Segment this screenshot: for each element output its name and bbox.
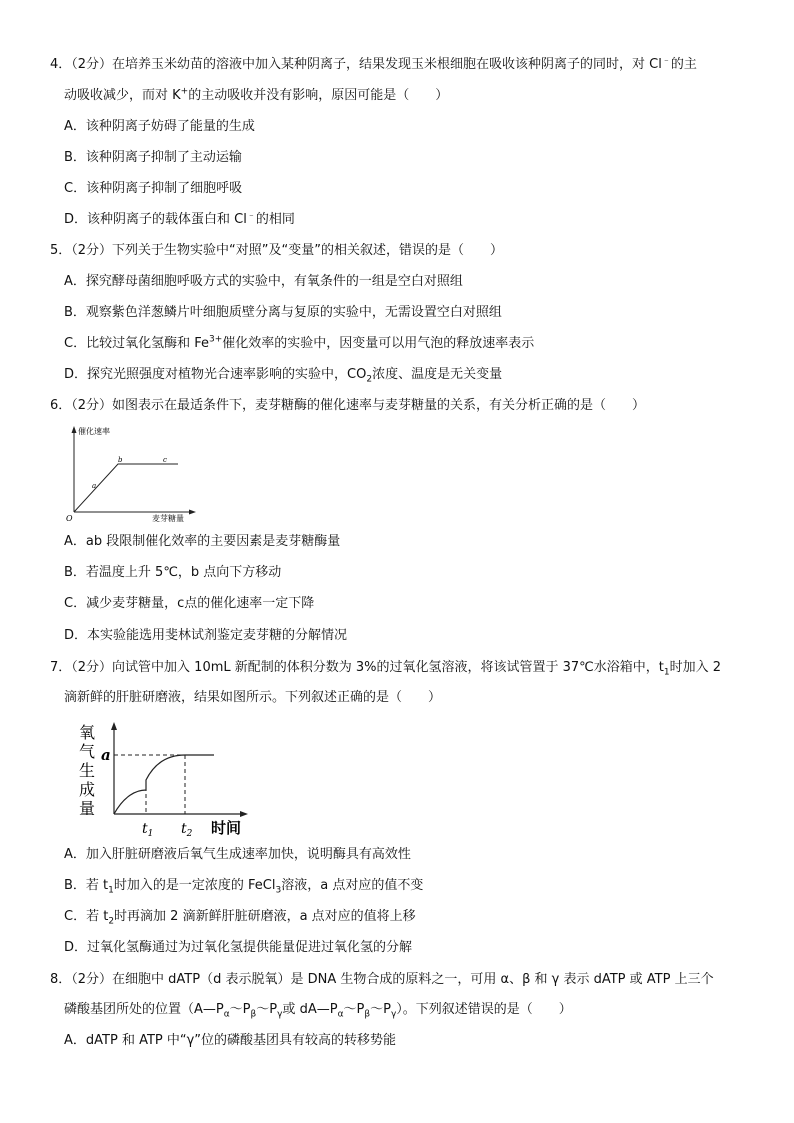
q7-t2: t (181, 821, 187, 837)
q6-xlabel: 麦芽糖量 (152, 514, 184, 523)
q7-text-end: 时加入 2 (669, 660, 722, 675)
q5-option-d (64, 365, 502, 385)
q8-l2-s1: α (223, 1009, 230, 1020)
q4-option-d-a: D．该种阴离子的载体蛋白和 Cl (64, 212, 247, 227)
q7-t2-label (181, 821, 193, 838)
q7-option-c-a: C．若 t (64, 909, 109, 924)
q7-t1-sub: 1 (147, 829, 154, 838)
q5-stem: 5．（2分）下列关于生物实验中“对照”及“变量”的相关叙述，错误的是（ ） (50, 243, 503, 258)
q8-l2-c: ～P (256, 1002, 278, 1017)
q7-text: 7．（2分）向试管中加入 10mL 新配制的体积分数为 3%的过氧化氢溶液，将该试管置于 37℃水浴箱中，t (50, 660, 664, 675)
q8-l2-f: ～P (370, 1002, 391, 1017)
q7-figure (76, 720, 256, 838)
q5-option-c-b: 催化效率的实验中，因变量可以用气泡的释放速率表示 (222, 336, 535, 351)
q7-a-label: a (101, 746, 111, 764)
q4-line2-a: 动吸收减少，而对 K (64, 88, 181, 103)
q8-l2-s2: β (250, 1009, 257, 1020)
q7-x-arrow (240, 811, 248, 817)
q7-ylabel-char-2: 气 (79, 742, 96, 761)
q6-x-arrow (189, 510, 196, 515)
q8-l2-s4: α (337, 1009, 344, 1020)
q6-option-d: D．本实验能选用斐林试剂鉴定麦芽糖的分解情况 (64, 628, 348, 643)
q4-option-c: C．该种阴离子抑制了细胞呼吸 (64, 181, 243, 196)
q7-curve (114, 755, 214, 814)
q4-option-a: A．该种阴离子妨碍了能量的生成 (64, 119, 255, 134)
q7-ylabel-char-3: 生 (79, 761, 96, 780)
q7-ylabel-char-5: 量 (79, 799, 96, 818)
q7-option-b-c: 溶液，a 点对应的值不变 (281, 878, 424, 893)
q5-option-c-a: C．比较过氧化氢酶和 Fe (64, 336, 209, 351)
q7-option-b-b: 时加入的是一定浓度的 FeCl (113, 878, 276, 893)
q4-option-d-sup: ﹣ (246, 210, 256, 221)
q4-line2-b: 的主动吸收并没有影响，原因可能是（ ） (188, 88, 449, 103)
q4-option-d-b: 的相同 (255, 212, 295, 227)
q4-option-b: B．该种阴离子抑制了主动运输 (64, 150, 242, 165)
q5-option-d-sub: 2 (366, 374, 373, 385)
q8-stem-line1: 8．（2分）在细胞中 dATP（d 表示脱氧）是 DNA 生物合成的原料之一，可用 α、β 和 γ 表示 dATP 或 ATP 上三个 (50, 972, 714, 987)
q8-l2-a: 磷酸基团所处的位置（A—P (64, 1002, 224, 1017)
q6-point-b-label: b (118, 456, 123, 464)
q4-text: 4．（2分）在培养玉米幼苗的溶液中加入某种阴离子，结果发现玉米根细胞在吸收该种阴离子的同时，对 Cl (50, 57, 662, 72)
q7-option-b (64, 876, 423, 896)
q7-stem-line2: 滴新鲜的肝脏研磨液，结果如图所示。下列叙述正确的是（ ） (64, 690, 442, 705)
q5-option-d-b: 浓度、温度是无关变量 (372, 367, 503, 382)
q6-option-c: C．减少麦芽糖量，c点的催化速率一定下降 (64, 596, 315, 611)
q7-t2-sub: 2 (186, 829, 193, 838)
q7-ylabel-char-4: 成 (79, 780, 96, 799)
q6-point-c-label: c (163, 456, 167, 464)
q7-option-b-sub2: 3 (275, 885, 282, 896)
q4-text-end: 的主 (670, 57, 697, 72)
q6-ylabel: 催化速率 (78, 427, 110, 436)
q6-stem: 6．（2分）如图表示在最适条件下，麦芽糖酶的催化速率与麦芽糖量的关系，有关分析正确的是（ ） (50, 398, 646, 413)
q7-ylabel (79, 723, 95, 818)
q7-option-c (64, 907, 416, 927)
q8-l2-s6: γ (390, 1009, 397, 1020)
q7-option-d: D．过氧化氢酶通过为过氧化氢提供能量促进过氧化氢的分解 (64, 940, 413, 955)
q7-sub: 1 (663, 667, 670, 678)
q7-t1-label (142, 821, 153, 838)
q7-option-b-sub1: 1 (108, 885, 114, 896)
q7-option-c-b: 时再滴加 2 滴新鲜肝脏研磨液，a 点对应的值将上移 (114, 909, 416, 924)
q7-t1: t (142, 821, 148, 837)
q6-point-a-label: a (92, 482, 97, 490)
q7-option-a: A．加入肝脏研磨液后氧气生成速率加快，说明酶具有高效性 (64, 847, 411, 862)
q4-option-d (64, 210, 295, 230)
q8-stem-line2 (64, 1000, 572, 1020)
q5-option-d-a: D．探究光照强度对植物光合速率影响的实验中，CO (64, 367, 367, 382)
q5-option-c (64, 334, 534, 354)
q7-option-b-a: B．若 t (64, 878, 109, 893)
q5-option-a: A．探究酵母菌细胞呼吸方式的实验中，有氧条件的一组是空白对照组 (64, 274, 463, 289)
q4-line2-sup: + (180, 86, 189, 97)
q7-stem-line1 (50, 658, 721, 678)
q7-ylabel-char-1: 氧 (79, 723, 96, 742)
q6-option-a: A．ab 段限制催化效率的主要因素是麦芽糖酶量 (64, 534, 341, 549)
q7-xlabel: 时间 (211, 819, 242, 837)
q5-option-c-sup: 3+ (208, 334, 223, 345)
q8-l2-d: 或 dA—P (282, 1002, 338, 1017)
q5-option-b: B．观察紫色洋葱鳞片叶细胞质壁分离与复原的实验中，无需设置空白对照组 (64, 305, 502, 320)
q7-y-arrow (111, 722, 117, 730)
q7-option-c-sub: 2 (108, 916, 115, 927)
q6-origin-label: O (66, 514, 73, 523)
q8-l2-b: ～P (229, 1002, 251, 1017)
q8-l2-s3: γ (277, 1009, 283, 1020)
q8-option-a: A．dATP 和 ATP 中“γ”位的磷酸基团具有较高的转移势能 (64, 1033, 397, 1048)
q8-l2-s5: β (364, 1009, 371, 1020)
q6-y-arrow (72, 426, 77, 433)
q4-stem-line2 (64, 86, 448, 106)
q4-sup: ﹣ (661, 55, 671, 66)
q6-option-b: B．若温度上升 5℃，b 点向下方移动 (64, 565, 282, 580)
q6-curve (74, 464, 178, 512)
q8-l2-g: ）。下列叙述错误的是（ ） (396, 1002, 572, 1017)
q4-stem-line1 (50, 55, 697, 75)
q8-l2-e: ～P (343, 1002, 365, 1017)
q6-figure (62, 422, 202, 524)
